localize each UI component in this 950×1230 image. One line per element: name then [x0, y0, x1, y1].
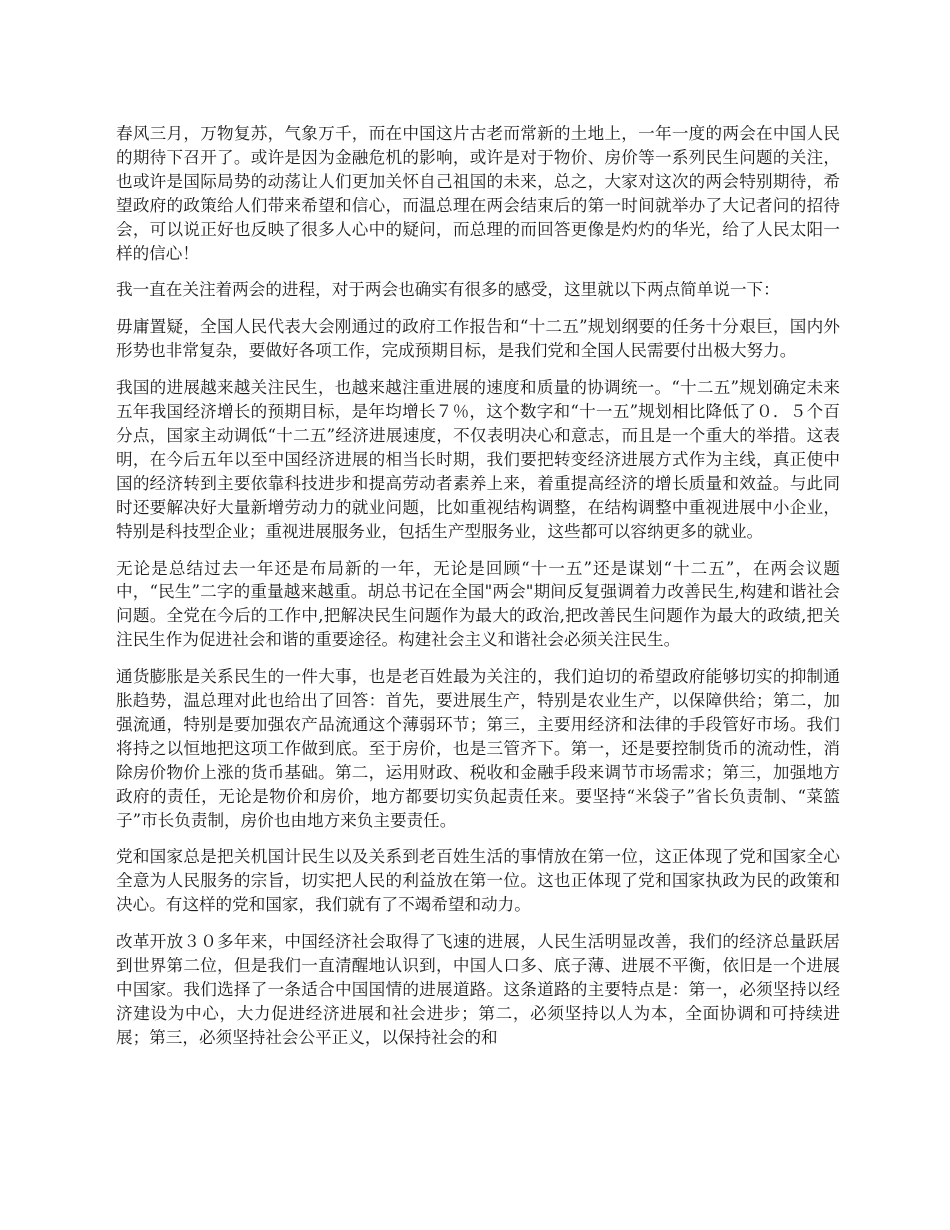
- paragraph-5: 无论是总结过去一年还是布局新的一年，无论是回顾“十一五”还是谋划“十二五”，在两会议题中，“民生”二字的重量越来越重。胡总书记在全国"两会"期间反复强调着力改善民生,构建和谐社会问题。全党在今后的工作中,把解决民生问题作为最大的政治,把改善民生问题作为最大的政绩,把关注民生作为促进社会和谐的重要途径。构建社会主义和谐社会必须关注民生。: [116, 558, 840, 650]
- paragraph-6: 通货膨胀是关系民生的一件大事，也是老百姓最为关注的，我们迫切的希望政府能够切实的抑制通胀趋势，温总理对此也给出了回答：首先，要进展生产，特别是农业生产，以保障供给；第二，加强流通，特别是要加强农产品流通这个薄弱环节；第三，主要用经济和法律的手段管好市场。我们将持之以恒地把这项工作做到底。至于房价，也是三管齐下。第一，还是要控制货币的流动性，消除房价物价上涨的货币基础。第二，运用财政、税收和金融手段来调节市场需求；第三，加强地方政府的责任，无论是物价和房价，地方都要切实负起责任来。要坚持“米袋子”省长负责制、“菜篮子”市长负责制，房价也由地方来负主要责任。: [116, 667, 840, 830]
- paragraph-7: 党和国家总是把关机国计民生以及关系到老百姓生活的事情放在第一位，这正体现了党和国家全心全意为人民服务的宗旨，切实把人民的利益放在第一位。这也正体现了党和国家执政为民的政策和决心。有这样的党和国家，我们就有了不竭希望和动力。: [116, 847, 840, 915]
- paragraph-4: 我国的进展越来越关注民生，也越来越注重进展的速度和质量的协调统一。“十二五”规划确定未来五年我国经济增长的预期目标，是年均增长７％，这个数字和“十一五”规划相比降低了０．５个百分点，国家主动调低“十二五”经济进展速度，不仅表明决心和意志，而且是一个重大的举措。这表明，在今后五年以至中国经济进展的相当长时期，我们要把转变经济进展方式作为主线，真正使中国的经济转到主要依靠科技进步和提高劳动者素养上来，着重提高经济的增长质量和效益。与此同时还要解决好大量新增劳动力的就业问题，比如重视结构调整，在结构调整中重视进展中小企业，特别是科技型企业；重视进展服务业，包括生产型服务业，这些都可以容纳更多的就业。: [116, 378, 840, 541]
- paragraph-8: 改革开放３０多年来，中国经济社会取得了飞速的进展，人民生活明显改善，我们的经济总量跃居到世界第二位，但是我们一直清醒地认识到，中国人口多、底子薄、进展不平衡，依旧是一个进展中国家。我们选择了一条适合中国国情的进展道路。这条道路的主要特点是：第一，必须坚持以经济建设为中心，大力促进经济进展和社会进步；第二，必须坚持以人为本，全面协调和可持续进展；第三，必须坚持社会公平正义，以保持社会的和: [116, 932, 840, 1047]
- paragraph-1: 春风三月，万物复苏，气象万千，而在中国这片古老而常新的土地上，一年一度的两会在中国人民的期待下召开了。或许是因为金融危机的影响，或许是对于物价、房价等一系列民生问题的关注，也或许是国际局势的动荡让人们更加关怀自己祖国的未来，总之，大家对这次的两会特别期待，希望政府的政策给人们带来希望和信心，而温总理在两会结束后的第一时间就举办了大记者问的招待会，可以说正好也反映了很多人心中的疑问，而总理的而回答更像是灼灼的华光，给了人民太阳一样的信心！: [116, 124, 840, 263]
- paragraph-2: 我一直在关注着两会的进程，对于两会也确实有很多的感受，这里就以下两点简单说一下：: [116, 280, 780, 300]
- document-body: [116, 122, 840, 1063]
- paragraph-3: 毋庸置疑，全国人民代表大会刚通过的政府工作报告和“十二五”规划纲要的任务十分艰巨，国内外形势也非常复杂，要做好各项工作，完成预期目标，是我们党和全国人民需要付出极大努力。: [116, 317, 840, 361]
